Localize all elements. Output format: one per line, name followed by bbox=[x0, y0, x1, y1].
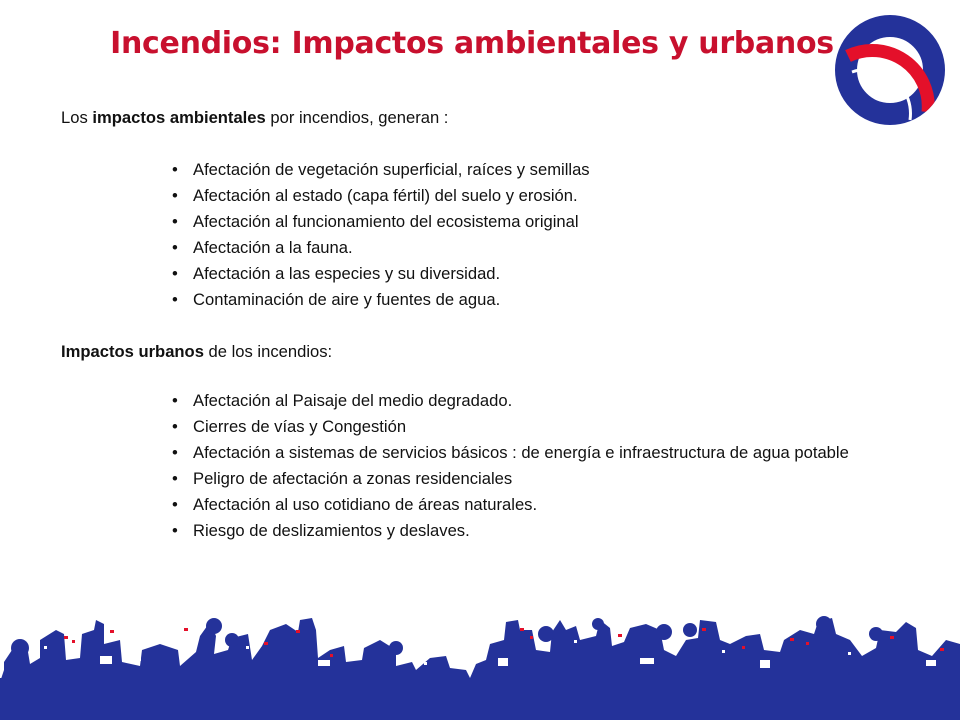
list-item: • Afectación al uso cotidiano de áreas naturales. bbox=[170, 492, 890, 518]
list-item: • Riesgo de deslizamientos y deslaves. bbox=[170, 518, 890, 544]
urban-intro-bold: Impactos urbanos bbox=[61, 342, 204, 361]
list-item: • Afectación al estado (capa fértil) del suelo y erosión. bbox=[170, 183, 590, 209]
list-item: • Afectación a las especies y su diversidad. bbox=[170, 261, 590, 287]
list-item: • Afectación de vegetación superficial, raíces y semillas bbox=[170, 157, 590, 183]
environmental-intro bbox=[61, 108, 448, 128]
list-item: • Afectación a sistemas de servicios básicos : de energía e infraestructura de agua potable bbox=[170, 440, 890, 466]
urban-intro bbox=[61, 342, 332, 362]
environmental-impacts-list bbox=[170, 157, 590, 313]
environmental-intro-bold: impactos ambientales bbox=[92, 108, 266, 127]
urban-intro-suffix: de los incendios: bbox=[203, 342, 333, 361]
list-item: • Afectación a la fauna. bbox=[170, 235, 590, 261]
environmental-intro-suffix: por incendios, generan : bbox=[265, 108, 449, 127]
list-item: • Contaminación de aire y fuentes de agua. bbox=[170, 287, 590, 313]
city-skyline-banner-icon bbox=[0, 600, 960, 720]
slide-title: Incendios: Impactos ambientales y urbanos bbox=[110, 26, 834, 61]
circle-arc-logo-icon bbox=[832, 12, 948, 128]
urban-impacts-list bbox=[170, 388, 890, 544]
list-item: • Cierres de vías y Congestión bbox=[170, 414, 890, 440]
environmental-intro-prefix: Los bbox=[61, 108, 93, 127]
list-item: • Afectación al funcionamiento del ecosistema original bbox=[170, 209, 590, 235]
list-item: • Peligro de afectación a zonas residenciales bbox=[170, 466, 890, 492]
list-item: • Afectación al Paisaje del medio degradado. bbox=[170, 388, 890, 414]
